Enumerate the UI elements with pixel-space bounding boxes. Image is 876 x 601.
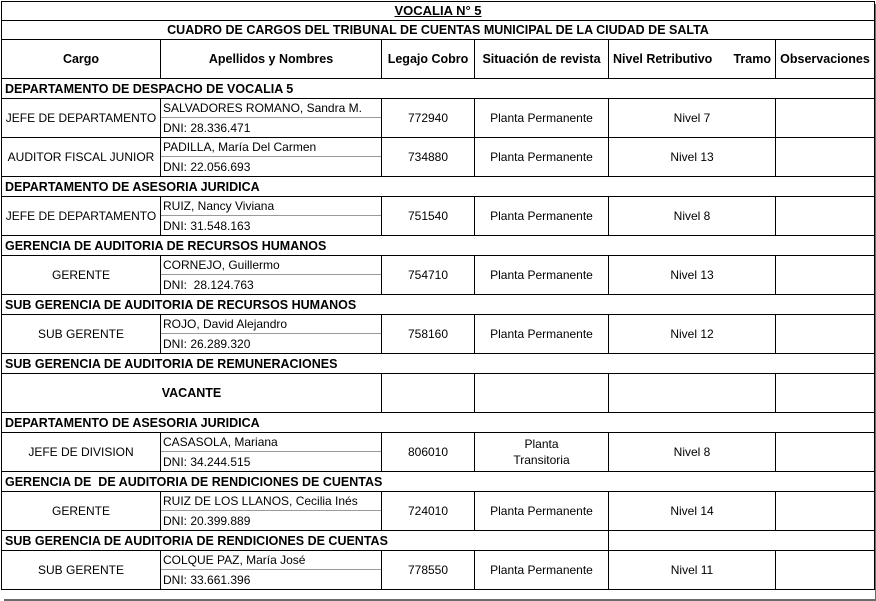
nombre-cell: [161, 315, 382, 354]
legajo-cell: 734880: [382, 138, 475, 177]
table-row: [2, 315, 875, 354]
nombre-text: COLQUE PAZ, María José: [161, 551, 381, 570]
cargo-cell: SUB GERENTE: [2, 551, 161, 590]
header-legajo: Legajo Cobro: [382, 40, 475, 79]
dni-text: DNI: 34.244.515: [163, 454, 251, 469]
situacion-cell: Planta Permanente: [475, 256, 609, 295]
header-nombres: Apellidos y Nombres: [161, 40, 382, 79]
nombre-cell: [161, 433, 382, 472]
section-title: GERENCIA DE AUDITORIA DE RECURSOS HUMANOS: [2, 236, 875, 256]
nombre-text: RUIZ DE LOS LLANOS, Cecilia Inés: [161, 492, 381, 511]
observaciones-cell: [776, 99, 875, 138]
section-title: SUB GERENCIA DE AUDITORIA DE RENDICIONES DE CUENTAS: [2, 531, 609, 551]
observaciones-cell: [776, 138, 875, 177]
situacion-cell: Planta Permanente: [475, 551, 609, 590]
page-subtitle: CUADRO DE CARGOS DEL TRIBUNAL DE CUENTAS MUNICIPAL DE LA CIUDAD DE SALTA: [2, 21, 875, 40]
dni-text: DNI: 22.056.693: [163, 159, 251, 174]
observaciones-cell: [776, 551, 875, 590]
nombre-cell: [161, 551, 382, 590]
legajo-cell: 772940: [382, 99, 475, 138]
section-title: DEPARTAMENTO DE ASESORIA JURIDICA: [2, 413, 875, 433]
table-row: [2, 99, 875, 138]
nombre-text: PADILLA, María Del Carmen: [161, 138, 381, 157]
nombre-text: SALVADORES ROMANO, Sandra M.: [161, 99, 381, 118]
nivel-cell: [609, 374, 776, 413]
nombre-text: CASASOLA, Mariana: [161, 433, 381, 452]
dni-text: DNI: 31.548.163: [163, 218, 251, 233]
nivel-cell: Nivel 13: [609, 138, 776, 177]
legajo-cell: 724010: [382, 492, 475, 531]
table-row: [2, 197, 875, 236]
dni-text: DNI: 28.336.471: [163, 120, 251, 135]
observaciones-cell: [776, 374, 875, 413]
header-tramo: Tramo: [733, 52, 771, 66]
table-row: [2, 433, 875, 472]
nombre-text: RUIZ, Nancy Viviana: [161, 197, 381, 216]
situacion-cell: Planta Permanente: [475, 492, 609, 531]
header-situacion: Situación de revista: [475, 40, 609, 79]
cargo-cell: JEFE DE DIVISION: [2, 433, 161, 472]
nombre-cell: [161, 138, 382, 177]
nombre-cell: [161, 492, 382, 531]
nombre-cell: [161, 197, 382, 236]
dni-text: DNI: 26.289.320: [163, 336, 251, 351]
header-observaciones: Observaciones: [776, 40, 875, 79]
situacion-cell: Planta Permanente: [475, 138, 609, 177]
legajo-cell: 758160: [382, 315, 475, 354]
observaciones-cell: [776, 433, 875, 472]
situacion-cell: [475, 374, 609, 413]
table-row: [2, 374, 875, 413]
observaciones-cell: [776, 315, 875, 354]
situacion-cell: Planta Permanente: [475, 197, 609, 236]
table-row: [2, 256, 875, 295]
nivel-cell: Nivel 8: [609, 197, 776, 236]
nivel-cell: Nivel 12: [609, 315, 776, 354]
cargo-cell: GERENTE: [2, 492, 161, 531]
header-row: [2, 40, 875, 79]
cargo-cell: SUB GERENTE: [2, 315, 161, 354]
table-row: [2, 138, 875, 177]
nivel-cell: Nivel 13: [609, 256, 776, 295]
nombre-cell: [161, 256, 382, 295]
cargo-cell: JEFE DE DEPARTAMENTO: [2, 99, 161, 138]
situacion-text: Planta Transitoria: [513, 437, 570, 467]
dni-text: DNI: 20.399.889: [163, 513, 251, 528]
nivel-cell: Nivel 8: [609, 433, 776, 472]
dni-text: DNI: 28.124.763: [163, 277, 254, 292]
vacante-cell: VACANTE: [2, 374, 382, 413]
table-row: [2, 492, 875, 531]
cargo-cell: GERENTE: [2, 256, 161, 295]
observaciones-cell: [776, 492, 875, 531]
section-title-spacer: [609, 531, 875, 551]
nivel-cell: Nivel 11: [609, 551, 776, 590]
situacion-cell: Planta Permanente: [475, 99, 609, 138]
legajo-cell: 754710: [382, 256, 475, 295]
nivel-cell: Nivel 14: [609, 492, 776, 531]
section-title: GERENCIA DE DE AUDITORIA DE RENDICIONES DE CUENTAS: [2, 472, 875, 492]
observaciones-cell: [776, 197, 875, 236]
legajo-cell: 778550: [382, 551, 475, 590]
page-title: VOCALIA N° 5: [2, 2, 875, 21]
cargo-cell: JEFE DE DEPARTAMENTO: [2, 197, 161, 236]
section-title: DEPARTAMENTO DE DESPACHO DE VOCALIA 5: [2, 79, 875, 99]
header-nivel-tramo: [609, 40, 776, 79]
situacion-cell: [475, 433, 609, 472]
section-title: DEPARTAMENTO DE ASESORIA JURIDICA: [2, 177, 875, 197]
section-title: SUB GERENCIA DE AUDITORIA DE RECURSOS HUMANOS: [2, 295, 875, 315]
nombre-text: CORNEJO, Guillermo: [161, 256, 381, 275]
section-title: SUB GERENCIA DE AUDITORIA DE REMUNERACIONES: [2, 354, 875, 374]
observaciones-cell: [776, 256, 875, 295]
nivel-cell: Nivel 7: [609, 99, 776, 138]
dni-text: DNI: 33.661.396: [163, 572, 251, 587]
legajo-cell: 751540: [382, 197, 475, 236]
nombre-text: ROJO, David Alejandro: [161, 315, 381, 334]
nombre-cell: [161, 99, 382, 138]
legajo-cell: 806010: [382, 433, 475, 472]
situacion-cell: Planta Permanente: [475, 315, 609, 354]
header-nivel: Nivel Retributivo: [613, 52, 713, 66]
table-row: [2, 551, 875, 590]
cargos-table: [1, 1, 875, 590]
legajo-cell: [382, 374, 475, 413]
header-cargo: Cargo: [2, 40, 161, 79]
cargo-cell: AUDITOR FISCAL JUNIOR: [2, 138, 161, 177]
